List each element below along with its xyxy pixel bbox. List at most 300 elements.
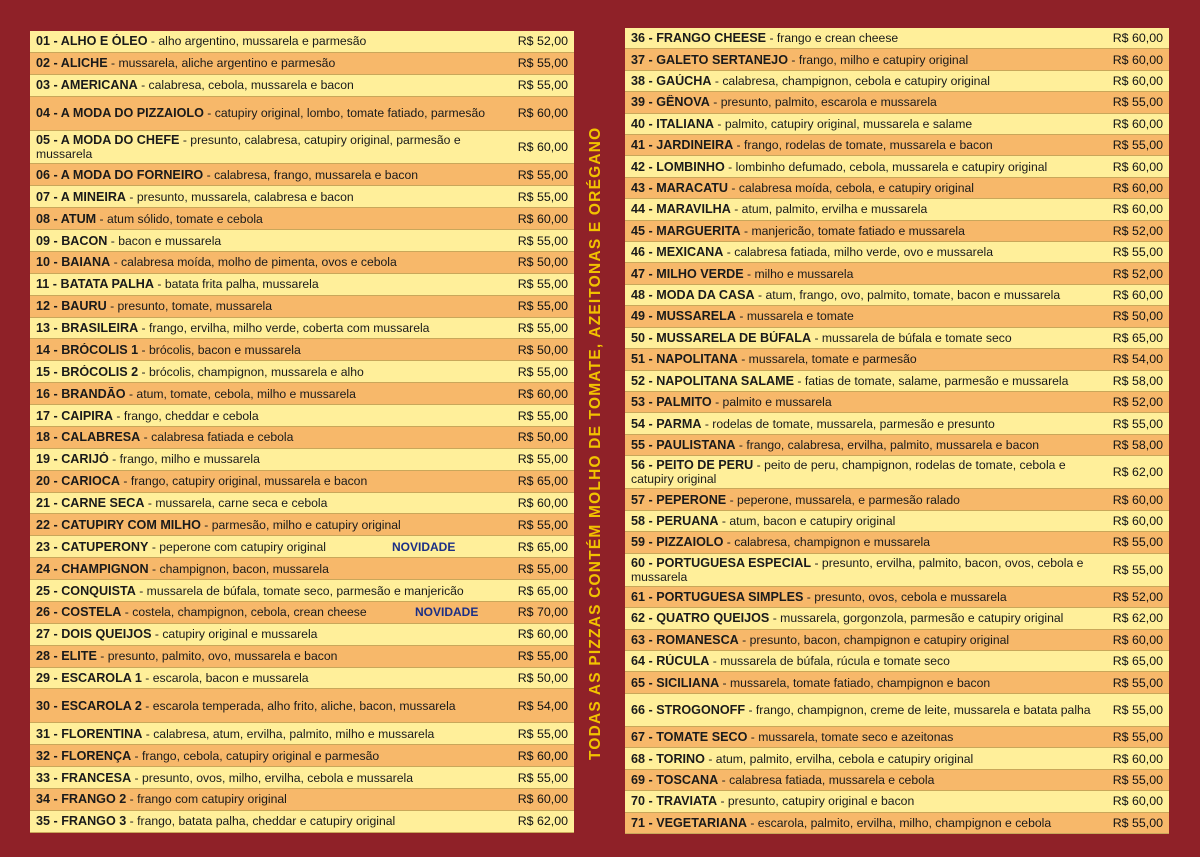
menu-item-text xyxy=(625,181,1099,195)
menu-item-text xyxy=(625,352,1099,366)
menu-item-text xyxy=(625,74,1099,88)
menu-item-name: 22 - CATUPIRY COM MILHO xyxy=(36,517,201,532)
menu-item xyxy=(30,668,574,690)
menu-item-name: 44 - MARAVILHA xyxy=(631,202,731,217)
menu-item-separator: - xyxy=(137,78,149,93)
menu-item-text xyxy=(625,267,1099,281)
menu-item-separator: - xyxy=(704,751,716,766)
menu-item-name: 56 - PEITO DE PERU xyxy=(631,458,754,473)
menu-item-description: fatias de tomate, salame, parmesão e mussarela xyxy=(804,373,1069,388)
menu-item-separator: - xyxy=(735,437,747,452)
menu-item-price: R$ 60,00 xyxy=(1112,794,1163,809)
menu-item-description: frango, catupiry original, mussarela e bacon xyxy=(130,474,368,489)
menu-item-name: 51 - NAPOLITANA xyxy=(631,352,738,367)
menu-item-separator: - xyxy=(126,814,138,829)
menu-item-text xyxy=(625,676,1099,690)
menu-item-separator: - xyxy=(709,95,721,110)
menu-item xyxy=(30,361,574,383)
menu-item-name: 04 - A MODA DO PIZZAIOLO xyxy=(36,106,204,121)
menu-item-price: R$ 55,00 xyxy=(517,517,568,532)
menu-item-price: R$ 60,00 xyxy=(1112,159,1163,174)
menu-item xyxy=(625,672,1169,693)
menu-item-name: 59 - PIZZAIOLO xyxy=(631,535,724,550)
menu-item-text xyxy=(625,331,1099,345)
menu-item-text xyxy=(30,749,504,763)
menu-item-price: R$ 60,00 xyxy=(1112,31,1163,46)
menu-item-name: 46 - MEXICANA xyxy=(631,245,724,260)
menu-item xyxy=(30,186,574,208)
menu-item-name: 25 - CONQUISTA xyxy=(36,583,136,598)
menu-item-text xyxy=(30,387,504,401)
menu-item-text xyxy=(30,584,504,598)
menu-item xyxy=(30,31,574,53)
menu-item-description: calabresa moída, molho de pimenta, ovos e cebola xyxy=(121,255,397,270)
menu-item-price: R$ 50,00 xyxy=(517,342,568,357)
menu-item-price: R$ 65,00 xyxy=(517,539,568,554)
menu-item xyxy=(30,318,574,340)
menu-item xyxy=(625,456,1169,489)
menu-item-price: R$ 60,00 xyxy=(1112,116,1163,131)
menu-item-description: peperone com catupiry original xyxy=(159,539,326,554)
menu-item-text xyxy=(30,496,504,510)
menu-item-price: R$ 55,00 xyxy=(1112,95,1163,110)
menu-item-separator: - xyxy=(803,589,815,604)
menu-item-description: calabresa, champignon, cebola e catupiry original xyxy=(722,74,990,89)
menu-item-price: R$ 55,00 xyxy=(517,78,568,93)
menu-item-separator: - xyxy=(701,416,713,431)
menu-item-separator: - xyxy=(138,364,150,379)
menu-item xyxy=(625,770,1169,791)
menu-item-separator: - xyxy=(719,675,731,690)
menu-item-name: 11 - BATATA PALHA xyxy=(36,277,155,292)
menu-item-separator: - xyxy=(711,395,723,410)
menu-item-separator: - xyxy=(754,288,766,303)
menu-item-description: brócolis, champignon, mussarela e alho xyxy=(149,364,364,379)
menu-item-separator: - xyxy=(126,189,137,204)
menu-item-separator: - xyxy=(745,702,756,717)
menu-item-separator: - xyxy=(718,513,730,528)
menu-item xyxy=(625,28,1169,49)
menu-item-text xyxy=(625,773,1099,787)
menu-item-name: 08 - ATUM xyxy=(36,211,97,226)
menu-item xyxy=(625,392,1169,413)
menu-item-name: 27 - DOIS QUEIJOS xyxy=(36,627,152,642)
menu-item-price: R$ 55,00 xyxy=(517,726,568,741)
menu-item-description: mussarela, tomate e parmesão xyxy=(748,352,917,367)
menu-item-description: calabresa moída, cebola, e catupiry original xyxy=(738,181,974,196)
menu-item-separator: - xyxy=(96,211,108,226)
menu-item-name: 55 - PAULISTANA xyxy=(631,437,736,452)
menu-item-name: 61 - PORTUGUESA SIMPLES xyxy=(631,589,804,604)
menu-item-description: presunto, ovos, milho, ervilha, cebola e mussarela xyxy=(142,770,413,785)
menu-item-text xyxy=(30,365,504,379)
menu-item-description: catupiry original, lombo, tomate fatiado, parmesão xyxy=(214,106,486,121)
menu-item-price: R$ 52,00 xyxy=(1112,395,1163,410)
menu-item-text xyxy=(625,556,1099,584)
menu-item-separator: - xyxy=(811,555,822,570)
menu-item xyxy=(625,285,1169,306)
menu-item xyxy=(30,558,574,580)
menu-item-text xyxy=(625,816,1099,830)
menu-item-name: 36 - FRANGO CHEESE xyxy=(631,31,767,46)
menu-item-price: R$ 50,00 xyxy=(517,255,568,270)
menu-item xyxy=(625,156,1169,177)
menu-item-text xyxy=(625,374,1099,388)
menu-item-name: 48 - MODA DA CASA xyxy=(631,288,755,303)
menu-item xyxy=(625,114,1169,135)
menu-item xyxy=(625,371,1169,392)
menu-item-price: R$ 55,00 xyxy=(1112,245,1163,260)
menu-item xyxy=(625,489,1169,510)
menu-item-text xyxy=(30,627,504,641)
menu-item-text xyxy=(625,654,1099,668)
menu-item-description: parmesão, milho e catupiry original xyxy=(211,517,401,532)
menu-item-price: R$ 55,00 xyxy=(1112,702,1163,717)
menu-item xyxy=(30,208,574,230)
menu-item-description: rodelas de tomate, mussarela, parmesão e presunto xyxy=(712,416,995,431)
menu-item-separator: - xyxy=(747,730,759,745)
menu-item xyxy=(625,135,1169,156)
menu-item-price: R$ 55,00 xyxy=(517,299,568,314)
menu-item-description: frango, calabresa, ervilha, palmito, mussarela e bacon xyxy=(746,437,1039,452)
menu-item-price: R$ 55,00 xyxy=(1112,138,1163,153)
menu-item-text xyxy=(625,31,1099,45)
menu-item-name: 15 - BRÓCOLIS 2 xyxy=(36,364,139,379)
menu-item-description: atum, bacon e catupiry original xyxy=(729,513,896,528)
menu-item-text xyxy=(30,792,504,806)
menu-item-text xyxy=(30,518,504,532)
menu-item xyxy=(30,536,574,558)
menu-item-description: mussarela de búfala, tomate seco, parmesão e manjericão xyxy=(146,583,464,598)
menu-item-description: bacon e mussarela xyxy=(118,233,222,248)
menu-item-text xyxy=(625,202,1099,216)
menu-item xyxy=(625,178,1169,199)
menu-item xyxy=(625,199,1169,220)
menu-item xyxy=(30,164,574,186)
menu-item-price: R$ 52,00 xyxy=(517,34,568,49)
menu-item-description: peperone, mussarela, e parmesão ralado xyxy=(737,492,960,507)
menu-item xyxy=(30,689,574,723)
menu-item-separator: - xyxy=(154,277,165,292)
menu-item-description: costela, champignon, cebola, crean cheese xyxy=(132,605,367,620)
menu-item-separator: - xyxy=(723,245,735,260)
menu-item-name: 63 - ROMANESCA xyxy=(631,632,739,647)
menu-item-text xyxy=(30,168,504,182)
menu-item-price: R$ 55,00 xyxy=(517,452,568,467)
menu-item-separator: - xyxy=(203,106,215,121)
menu-item-description: brócolis, bacon e mussarela xyxy=(149,342,301,357)
menu-item-separator: - xyxy=(811,330,822,345)
menu-item xyxy=(625,413,1169,434)
menu-item-description: lombinho defumado, cebola, mussarela e catupiry original xyxy=(735,159,1048,174)
menu-item xyxy=(625,727,1169,748)
menu-item-separator: - xyxy=(740,223,752,238)
menu-item-separator: - xyxy=(151,627,163,642)
menu-item-name: 57 - PEPERONE xyxy=(631,492,727,507)
menu-item-price: R$ 60,00 xyxy=(517,386,568,401)
menu-item-separator: - xyxy=(766,31,777,46)
menu-item-price: R$ 55,00 xyxy=(517,233,568,248)
menu-item-text xyxy=(625,633,1099,647)
menu-item-price: R$ 50,00 xyxy=(517,671,568,685)
menu-item xyxy=(30,274,574,296)
menu-item-separator: - xyxy=(717,794,728,809)
menu-item-name: 49 - MUSSARELA xyxy=(631,309,736,324)
menu-item-separator: - xyxy=(107,233,119,248)
menu-item xyxy=(30,624,574,646)
menu-item-text xyxy=(625,160,1099,174)
menu-item-separator: - xyxy=(726,492,738,507)
menu-item-price: R$ 50,00 xyxy=(1112,309,1163,324)
menu-item-text xyxy=(625,458,1099,486)
menu-item xyxy=(30,252,574,274)
menu-item xyxy=(30,383,574,405)
menu-item-name: 60 - PORTUGUESA ESPECIAL xyxy=(631,555,812,570)
menu-item-separator: - xyxy=(135,583,147,598)
menu-item xyxy=(625,630,1169,651)
menu-item-price: R$ 55,00 xyxy=(517,364,568,379)
menu-item-description: presunto, palmito, ovo, mussarela e bacon xyxy=(107,649,338,664)
menu-item-name: 16 - BRANDÃO xyxy=(36,386,126,401)
menu-item-price: R$ 54,00 xyxy=(517,698,568,713)
menu-item-price: R$ 54,00 xyxy=(1112,352,1163,367)
menu-item-description: peito de peru, champignon, rodelas de tomate, cebola e catupiry original xyxy=(631,458,1066,487)
menu-item-separator: - xyxy=(107,56,119,71)
menu-item xyxy=(625,813,1169,834)
menu-item-price: R$ 60,00 xyxy=(1112,632,1163,647)
menu-item xyxy=(625,651,1169,672)
menu-item-name: 68 - TORINO xyxy=(631,751,705,766)
menu-item-name: 23 - CATUPERONY xyxy=(36,539,149,554)
menu-item-name: 26 - COSTELA xyxy=(36,605,122,620)
menu-item-name: 40 - ITALIANA xyxy=(631,116,715,131)
menu-item-price: R$ 55,00 xyxy=(517,561,568,576)
menu-item-name: 39 - GÊNOVA xyxy=(631,95,710,110)
menu-item-name: 34 - FRANGO 2 xyxy=(36,792,127,807)
menu-item-price: R$ 60,00 xyxy=(517,627,568,642)
menu-item xyxy=(625,71,1169,92)
menu-item-price: R$ 52,00 xyxy=(1112,223,1163,238)
menu-item-text xyxy=(30,649,504,663)
menu-item-text xyxy=(30,255,504,269)
menu-item xyxy=(30,602,574,624)
menu-item-text xyxy=(30,277,504,291)
menu-item-description: mussarela, tomate fatiado, champignon e bacon xyxy=(730,675,991,690)
menu-item-separator: - xyxy=(737,352,749,367)
menu-item-description: frango, rodelas de tomate, mussarela e bacon xyxy=(744,138,993,153)
menu-item-description: presunto, ovos, cebola e mussarela xyxy=(814,589,1007,604)
menu-item-description: presunto, ervilha, palmito, bacon, ovos, cebola e mussarela xyxy=(631,555,1084,584)
menu-item-name: 30 - ESCAROLA 2 xyxy=(36,698,142,713)
menu-item-description: calabresa, champignon e mussarela xyxy=(734,535,931,550)
menu-item-text xyxy=(30,106,504,120)
menu-item-description: frango, milho e catupiry original xyxy=(798,52,969,67)
menu-item-price: R$ 55,00 xyxy=(1112,535,1163,550)
menu-item-separator: - xyxy=(148,539,160,554)
menu-item-description: frango, champignon, creme de leite, mussarela e batata palha xyxy=(755,702,1091,717)
menu-item-description: manjericão, tomate fatiado e mussarela xyxy=(751,223,965,238)
menu-item-name: 06 - A MODA DO FORNEIRO xyxy=(36,167,204,182)
menu-item-price: R$ 55,00 xyxy=(1112,815,1163,830)
menu-item-name: 62 - QUATRO QUEIJOS xyxy=(631,611,770,626)
menu-item-description: catupiry original e mussarela xyxy=(162,627,318,642)
menu-item-separator: - xyxy=(746,815,758,830)
menu-item-price: R$ 55,00 xyxy=(517,408,568,423)
menu-item-description: calabresa, frango, mussarela e bacon xyxy=(214,167,418,182)
menu-item-name: 65 - SICILIANA xyxy=(631,675,720,690)
menu-item-separator: - xyxy=(112,408,124,423)
menu-item-separator: - xyxy=(769,611,781,626)
menu-item-description: presunto, catupiry original e bacon xyxy=(727,794,915,809)
menu-item-separator: - xyxy=(723,535,735,550)
menu-item-text xyxy=(30,343,504,357)
menu-item-separator: - xyxy=(138,342,150,357)
menu-item-separator: - xyxy=(140,430,152,445)
menu-item-description: mussarela, aliche argentino e parmesão xyxy=(118,56,336,71)
menu-item-text xyxy=(30,409,504,423)
menu-item-text xyxy=(30,671,504,685)
menu-item xyxy=(625,748,1169,769)
menu-item-separator: - xyxy=(110,255,122,270)
menu-item-description: atum, tomate, cebola, milho e mussarela xyxy=(136,386,356,401)
menu-item-name: 69 - TOSCANA xyxy=(631,772,719,787)
menu-item-description: atum, palmito, ervilha e mussarela xyxy=(741,202,928,217)
menu-item-text xyxy=(30,299,504,313)
menu-item-separator: - xyxy=(179,132,191,147)
menu-item-description: escarola temperada, alho frito, aliche, bacon, mussarela xyxy=(152,698,456,713)
menu-item xyxy=(30,493,574,515)
menu-item-text xyxy=(30,430,504,444)
menu-item-text xyxy=(30,56,504,70)
menu-item-price: R$ 60,00 xyxy=(517,792,568,807)
menu-item-name: 66 - STROGONOFF xyxy=(631,702,746,717)
menu-item xyxy=(30,53,574,75)
menu-item-price: R$ 55,00 xyxy=(1112,416,1163,431)
menu-item-description: frango, cheddar e cebola xyxy=(123,408,259,423)
menu-item-separator: - xyxy=(753,458,765,473)
menu-item-description: frango, milho e mussarela xyxy=(119,452,260,467)
menu-item-price: R$ 60,00 xyxy=(517,106,568,121)
menu-item xyxy=(30,131,574,165)
menu-item-name: 32 - FLORENÇA xyxy=(36,748,132,763)
menu-item-description: mussarela de búfala, rúcula e tomate seco xyxy=(720,654,950,669)
menu-item-price: R$ 60,00 xyxy=(517,139,568,154)
menu-item xyxy=(625,554,1169,587)
menu-item-separator: - xyxy=(728,181,739,196)
menu-item-text xyxy=(625,794,1099,808)
menu-item xyxy=(625,328,1169,349)
menu-item xyxy=(30,296,574,318)
menu-item-description: calabresa fatiada e cebola xyxy=(151,430,294,445)
menu-item-separator: - xyxy=(794,373,805,388)
side-banner: TODAS AS PIZZAS CONTÉM MOLHO DE TOMATE, AZEITONAS E ORÉGANO xyxy=(587,126,604,760)
menu-item-price: R$ 58,00 xyxy=(1112,437,1163,452)
menu-item-text xyxy=(625,309,1099,323)
menu-item-text xyxy=(30,562,504,576)
menu-item-separator: - xyxy=(141,671,153,685)
menu-item xyxy=(625,694,1169,727)
menu-item xyxy=(625,92,1169,113)
menu-item-text xyxy=(625,417,1099,431)
menu-item xyxy=(30,723,574,745)
menu-item xyxy=(30,789,574,811)
menu-item-name: 54 - PARMA xyxy=(631,416,702,431)
menu-item-name: 58 - PERUANA xyxy=(631,513,719,528)
menu-item-description: alho argentino, mussarela e parmesão xyxy=(158,34,367,49)
menu-item xyxy=(30,230,574,252)
menu-item-name: 50 - MUSSARELA DE BÚFALA xyxy=(631,330,812,345)
novidade-badge: NOVIDADE xyxy=(392,539,456,554)
menu-item-name: 29 - ESCAROLA 1 xyxy=(36,671,142,685)
menu-item-name: 12 - BAURU xyxy=(36,299,107,314)
menu-item-price: R$ 62,00 xyxy=(1112,465,1163,480)
menu-item xyxy=(625,242,1169,263)
menu-item-name: 45 - MARGUERITA xyxy=(631,223,741,238)
menu-item-separator: - xyxy=(119,474,131,489)
menu-item-text xyxy=(30,814,504,828)
menu-item xyxy=(625,791,1169,812)
menu-item-description: atum sólido, tomate e cebola xyxy=(107,211,263,226)
menu-item xyxy=(30,471,574,493)
menu-item-price: R$ 55,00 xyxy=(1112,772,1163,787)
menu-item-separator: - xyxy=(96,649,108,664)
menu-item-name: 01 - ALHO E ÓLEO xyxy=(36,34,148,49)
menu-item-text xyxy=(625,535,1099,549)
menu-item-description: escarola, palmito, ervilha, milho, champignon e cebola xyxy=(757,815,1052,830)
menu-item-description: presunto, calabresa, catupiry original, parmesão e mussarela xyxy=(36,132,461,161)
menu-item-separator: - xyxy=(121,605,133,620)
menu-item-price: R$ 60,00 xyxy=(1112,288,1163,303)
menu-item-price: R$ 55,00 xyxy=(517,649,568,664)
menu-item-separator: - xyxy=(141,698,153,713)
menu-item-text xyxy=(30,727,504,741)
menu-item-price: R$ 60,00 xyxy=(1112,202,1163,217)
menu-item-description: milho e mussarela xyxy=(754,266,854,281)
menu-item-text xyxy=(30,474,504,488)
menu-item-separator: - xyxy=(106,299,118,314)
menu-item-description: calabresa, atum, ervilha, palmito, milho e mussarela xyxy=(153,726,435,741)
menu-item-name: 47 - MILHO VERDE xyxy=(631,266,744,281)
menu-item-price: R$ 55,00 xyxy=(1112,562,1163,577)
menu-item xyxy=(625,608,1169,629)
menu-item-text xyxy=(625,224,1099,238)
menu-item-text xyxy=(625,395,1099,409)
menu-item-name: 14 - BRÓCOLIS 1 xyxy=(36,342,139,357)
menu-item-price: R$ 65,00 xyxy=(1112,330,1163,345)
menu-item-description: presunto, bacon, champignon e catupiry original xyxy=(749,632,1010,647)
menu-item-name: 64 - RÚCULA xyxy=(631,654,710,669)
menu-item-text xyxy=(625,514,1099,528)
menu-item xyxy=(30,514,574,536)
menu-item-name: 52 - NAPOLITANA SALAME xyxy=(631,373,795,388)
menu-item-price: R$ 62,00 xyxy=(517,814,568,829)
menu-item-description: mussarela de búfala e tomate seco xyxy=(821,330,1012,345)
menu-item xyxy=(625,532,1169,553)
menu-item-description: mussarela, carne seca e cebola xyxy=(155,496,328,510)
menu-item-separator: - xyxy=(733,138,745,153)
menu-item xyxy=(30,580,574,602)
menu-item-separator: - xyxy=(126,792,138,807)
menu-item-price: R$ 55,00 xyxy=(517,189,568,204)
menu-item-separator: - xyxy=(203,167,215,182)
menu-item-text xyxy=(625,288,1099,302)
menu-item-text xyxy=(30,699,504,713)
menu-item-price: R$ 52,00 xyxy=(1112,589,1163,604)
menu-item-separator: - xyxy=(125,386,137,401)
menu-item-separator: - xyxy=(730,202,742,217)
menu-item-name: 28 - ELITE xyxy=(36,649,97,664)
menu-item-name: 18 - CALABRESA xyxy=(36,430,141,445)
